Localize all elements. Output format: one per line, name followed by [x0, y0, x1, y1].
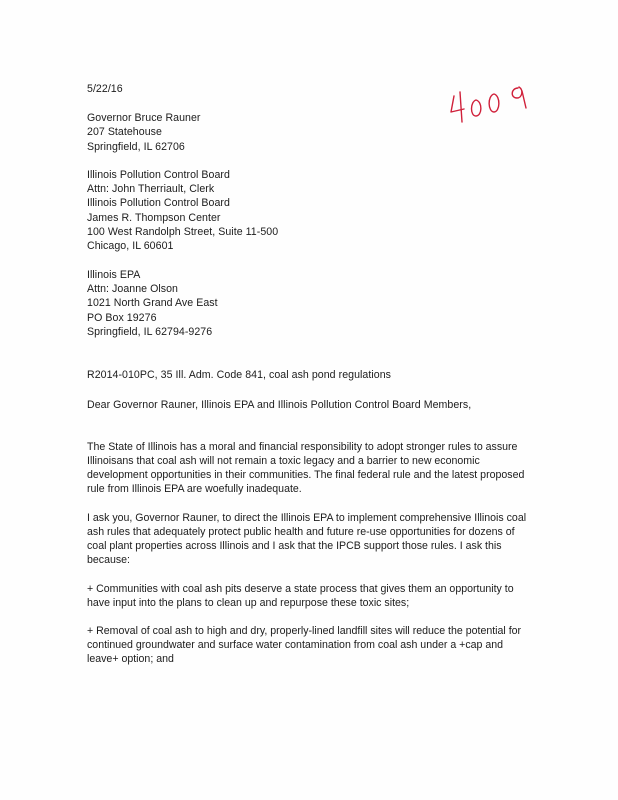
paragraph-line: I ask you, Governor Rauner, to direct the Illinois EPA to implement comprehensive Illinois coal	[87, 512, 527, 524]
address-line: Illinois Pollution Control Board	[87, 169, 230, 181]
paragraph-line: Illinoisans that coal ash will not remain a toxic legacy and a barrier to new economic	[87, 455, 480, 467]
subject-line: R2014-010PC, 35 Ill. Adm. Code 841, coal ash pond regulations	[87, 369, 391, 381]
paragraph-line: + Removal of coal ash to high and dry, properly-lined landfill sites will reduce the potential for	[87, 625, 522, 637]
address-line: Illinois EPA	[87, 269, 141, 281]
address-line: 1021 North Grand Ave East	[87, 297, 218, 309]
address-line: Springfield, IL 62706	[87, 141, 185, 153]
address-line: Illinois Pollution Control Board	[87, 197, 230, 209]
address-line: James R. Thompson Center	[87, 212, 221, 224]
paragraph-line: because:	[87, 554, 130, 566]
paragraph-line: + Communities with coal ash pits deserve a state process that gives them an opportunity to	[87, 583, 514, 595]
address-line: 207 Statehouse	[87, 126, 162, 138]
address-line: 100 West Randolph Street, Suite 11-500	[87, 226, 279, 238]
address-line: Governor Bruce Rauner	[87, 112, 201, 124]
address-line: Attn: John Therriault, Clerk	[87, 183, 215, 195]
paragraph-line: rule from Illinois EPA are woefully inadequate.	[87, 483, 302, 495]
paragraph-line: leave+ option; and	[87, 653, 174, 665]
letter-date: 5/22/16	[87, 83, 123, 95]
paragraph-line: ash rules that adequately protect public health and future re-use opportunities for dozens of	[87, 526, 515, 538]
address-line: PO Box 19276	[87, 312, 157, 324]
paragraph-line: continued groundwater and surface water contamination from coal ash under a +cap and	[87, 639, 504, 651]
address-line: Springfield, IL 62794-9276	[87, 326, 213, 338]
handwritten-number-drawing	[448, 82, 536, 126]
paragraph-line: have input into the plans to clean up and repurpose these toxic sites;	[87, 597, 410, 609]
paragraph-line: development opportunities in their communities. The final federal rule and the latest proposed	[87, 469, 525, 481]
paragraph-line: The State of Illinois has a moral and financial responsibility to adopt stronger rules to assure	[87, 441, 518, 453]
salutation: Dear Governor Rauner, Illinois EPA and Illinois Pollution Control Board Members,	[87, 399, 472, 411]
address-line: Chicago, IL 60601	[87, 240, 174, 252]
handwritten-document-number	[448, 82, 536, 126]
paragraph-line: coal plant properties across Illinois and I ask that the IPCB support those rules. I ask this	[87, 540, 502, 552]
address-line: Attn: Joanne Olson	[87, 283, 179, 295]
